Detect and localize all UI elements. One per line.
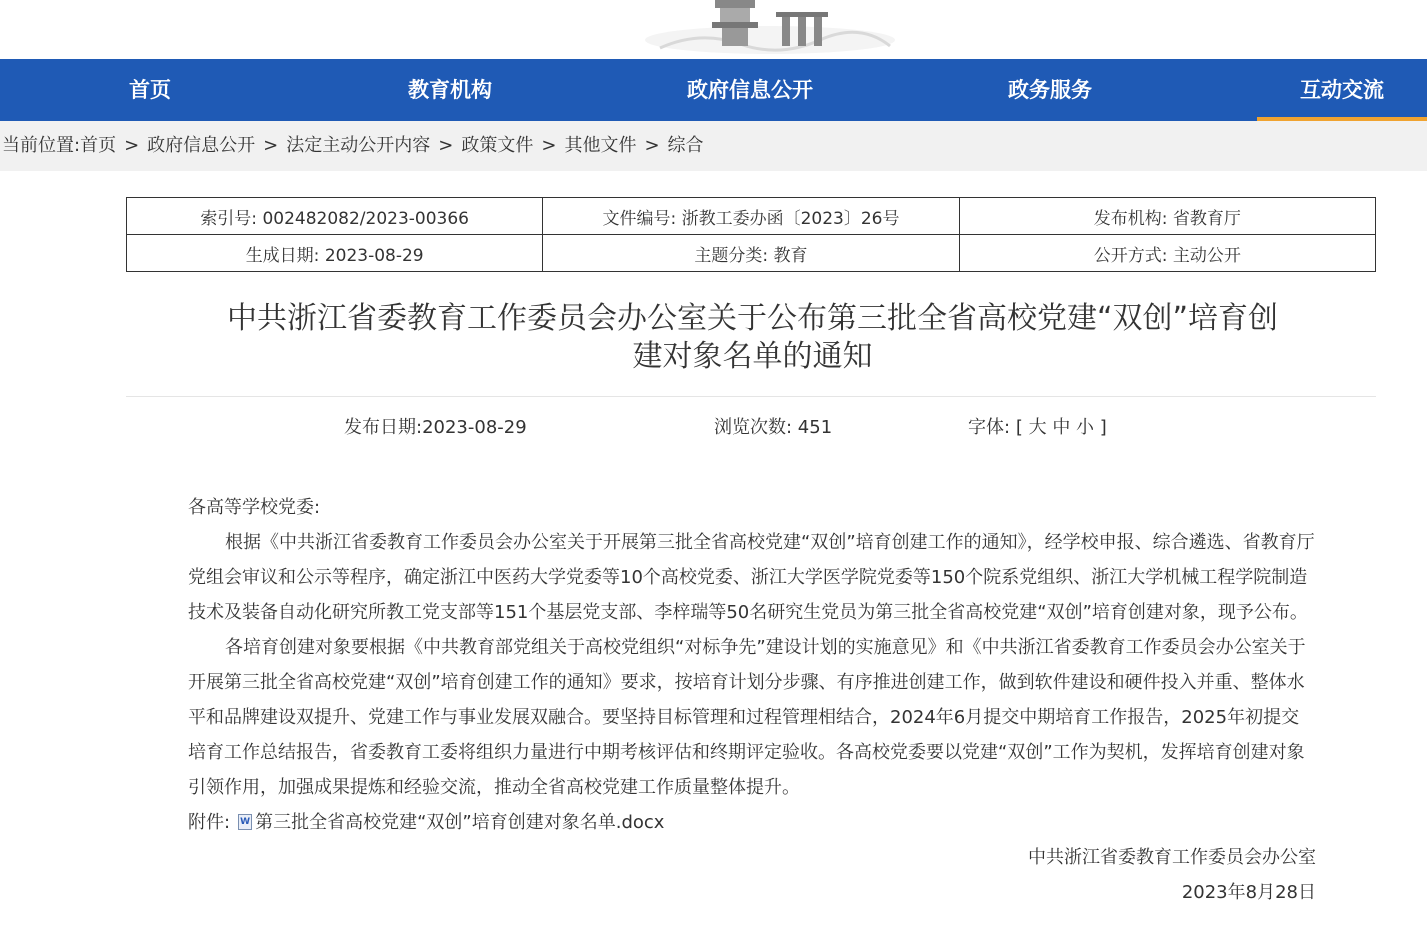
breadcrumb-prefix: 当前位置: <box>2 135 81 156</box>
font-size-control <box>968 413 1107 439</box>
info-index-no: 索引号: 002482082/2023-00366 <box>127 198 543 235</box>
top-banner <box>0 0 1427 59</box>
salutation: 各高等学校党委: <box>188 497 321 518</box>
info-disclosure-mode: 公开方式: 主动公开 <box>959 235 1375 272</box>
info-doc-no: 文件编号: 浙教工委办函〔2023〕26号 <box>543 198 959 235</box>
font-size-bracket-close: ] <box>1099 417 1107 438</box>
breadcrumb-separator: > <box>438 135 454 156</box>
breadcrumb <box>0 121 1427 171</box>
article-body <box>188 490 1316 910</box>
signature-date: 2023年8月28日 <box>1181 882 1316 903</box>
word-doc-icon <box>238 814 252 830</box>
body-paragraph-2: 各培育创建对象要根据《中共教育部党组关于高校党组织“对标争先”建设计划的实施意见》和《中共浙江省委教育工作委员会办公室关于开展第三批全省高校党建“双创”培育创建工作的通知》要求，按培育计划分步骤、有序推进创建工作，做到软件建设和硬件投入并重、整体水平和品牌建设双提升、党建工作与事业发展双融合。要坚持目标管理和过程管理相结合，2024年6月提交中期培育工作报告，2025年初提交培育工作总结报告，省委教育工委将组织力量进行中期考核评估和终期评定验收。各高校党委要以党建“双创”工作为契机，发挥培育创建对象引领作用，加强成果提炼和经验交流，推动全省高校党建工作质量整体提升。 <box>188 637 1306 798</box>
info-created-date: 生成日期: 2023-08-29 <box>127 235 543 272</box>
title-divider <box>126 396 1376 397</box>
attachment-link[interactable]: 第三批全省高校党建“双创”培育创建对象名单.docx <box>255 812 665 833</box>
font-size-large-button[interactable]: 大 <box>1028 417 1047 438</box>
nav-item-gov-info-disclosure[interactable]: 政府信息公开 <box>687 78 813 102</box>
breadcrumb-separator: > <box>541 135 557 156</box>
breadcrumb-policy-docs[interactable]: 政策文件 <box>461 135 534 156</box>
view-count: 浏览次数: 451 <box>714 417 833 438</box>
breadcrumb-gov-info[interactable]: 政府信息公开 <box>147 135 256 156</box>
nav-item-home[interactable]: 首页 <box>129 78 171 102</box>
breadcrumb-separator: > <box>263 135 279 156</box>
breadcrumb-general[interactable]: 综合 <box>667 135 704 156</box>
banner-landmark-image <box>640 0 900 58</box>
font-size-medium-button[interactable]: 中 <box>1052 417 1071 438</box>
article-title-line2: 建对象名单的通知 <box>632 339 873 374</box>
nav-item-education-institutions[interactable]: 教育机构 <box>408 78 492 102</box>
font-size-label: 字体: <box>968 417 1011 438</box>
attachment-row <box>188 805 1316 840</box>
breadcrumb-separator: > <box>644 135 660 156</box>
font-size-small-button[interactable]: 小 <box>1076 417 1095 438</box>
breadcrumb-home[interactable]: 首页 <box>80 135 117 156</box>
nav-item-gov-services[interactable]: 政务服务 <box>1008 78 1092 102</box>
info-topic: 主题分类: 教育 <box>543 235 959 272</box>
main-nav <box>0 59 1427 121</box>
info-publisher: 发布机构: 省教育厅 <box>959 198 1375 235</box>
attachment-label: 附件: <box>188 812 231 833</box>
breadcrumb-other-docs[interactable]: 其他文件 <box>564 135 637 156</box>
article-title <box>140 300 1365 376</box>
breadcrumb-separator: > <box>124 135 140 156</box>
document-info-table <box>126 197 1376 272</box>
breadcrumb-statutory-content[interactable]: 法定主动公开内容 <box>286 135 431 156</box>
nav-item-interaction[interactable]: 互动交流 <box>1257 59 1427 121</box>
publish-date: 发布日期:2023-08-29 <box>344 417 527 438</box>
article-title-line1: 中共浙江省委教育工作委员会办公室关于公布第三批全省高校党建“双创”培育创 <box>226 301 1279 336</box>
signature: 中共浙江省委教育工作委员会办公室 <box>1028 847 1316 868</box>
body-paragraph-1: 根据《中共浙江省委教育工作委员会办公室关于开展第三批全省高校党建“双创”培育创建工作的通知》，经学校申报、综合遴选、省教育厅党组会审议和公示等程序，确定浙江中医药大学党委等10个高校党委、浙江大学医学院党委等150个院系党组织、浙江大学机械工程学院制造技术及装备自动化研究所教工党支部等151个基层党支部、李梓瑞等50名研究生党员为第三批全省高校党建“双创”培育创建对象，现予公布。 <box>188 532 1315 623</box>
font-size-bracket-open: [ <box>1015 417 1023 438</box>
